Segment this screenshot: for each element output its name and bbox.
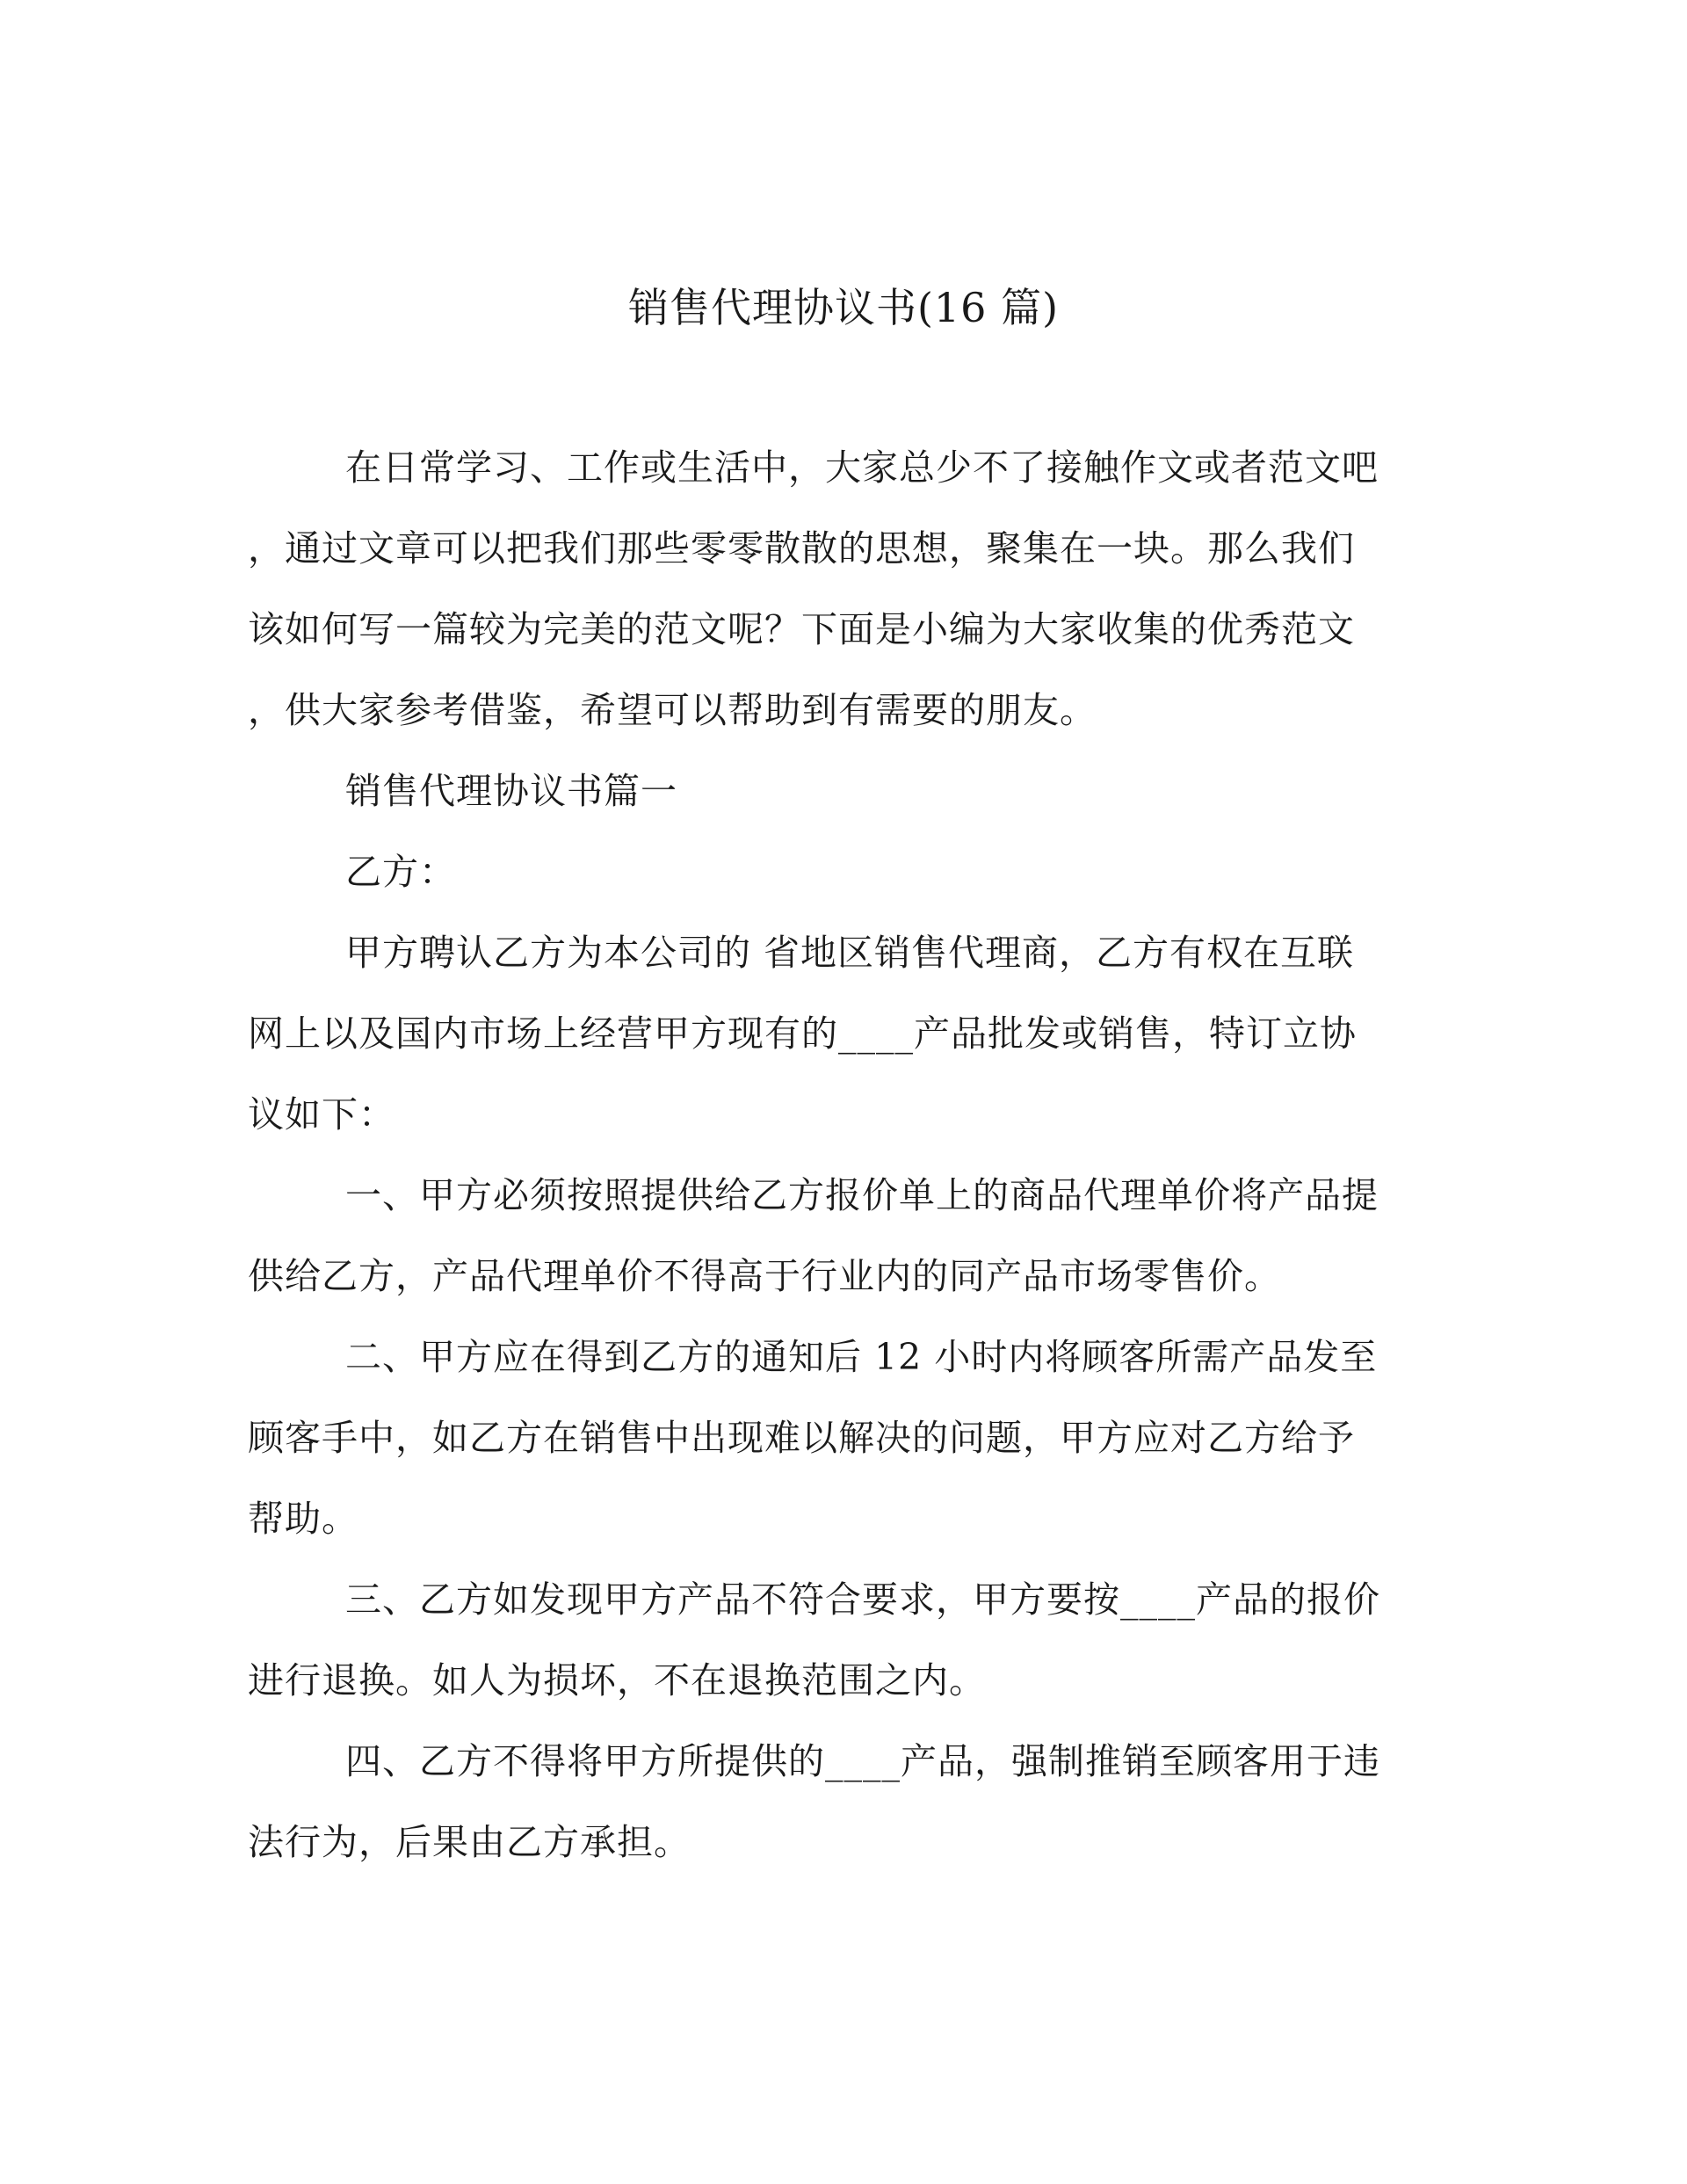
clause-line: 四、乙方不得将甲方所提供的____产品，强制推销至顾客用于违	[345, 1740, 1380, 1782]
paragraph-line: 该如何写一篇较为完美的范文呢？下面是小编为大家收集的优秀范文	[248, 608, 1355, 650]
clause-line: 三、乙方如发现甲方产品不符合要求，甲方要按____产品的报价	[345, 1578, 1380, 1621]
clause-line: 二、甲方应在得到乙方的通知后 12 小时内将顾客所需产品发至	[345, 1336, 1378, 1378]
document-title: 销售代理协议书(16 篇)	[627, 284, 1060, 331]
paragraph-line: ，供大家参考借鉴，希望可以帮助到有需要的朋友。	[248, 689, 1097, 731]
party-b-label: 乙方：	[345, 851, 456, 893]
clause-line: 顾客手中，如乙方在销售中出现难以解决的问题，甲方应对乙方给予	[248, 1417, 1355, 1459]
clause-line: 供给乙方，产品代理单价不得高于行业内的同产品市场零售价。	[248, 1255, 1281, 1297]
paragraph-line: 在日常学习、工作或生活中，大家总少不了接触作文或者范文吧	[345, 446, 1379, 489]
clause-line: 法行为，后果由乙方承担。	[248, 1821, 691, 1863]
paragraph-line: ，通过文章可以把我们那些零零散散的思想，聚集在一块。那么我们	[248, 527, 1355, 570]
clause-line: 进行退换。如人为损坏，不在退换范围之内。	[248, 1659, 986, 1701]
paragraph-line: 甲方聘认乙方为本公司的 省地区销售代理商，乙方有权在互联	[345, 932, 1355, 974]
clause-line: 一、甲方必须按照提供给乙方报价单上的商品代理单价将产品提	[345, 1174, 1379, 1216]
paragraph-line: 网上以及国内市场上经营甲方现有的____产品批发或销售，特订立协	[248, 1012, 1357, 1055]
clause-line: 帮助。	[248, 1498, 358, 1540]
section-heading: 销售代理协议书篇一	[345, 770, 677, 812]
paragraph-line: 议如下：	[248, 1093, 395, 1136]
